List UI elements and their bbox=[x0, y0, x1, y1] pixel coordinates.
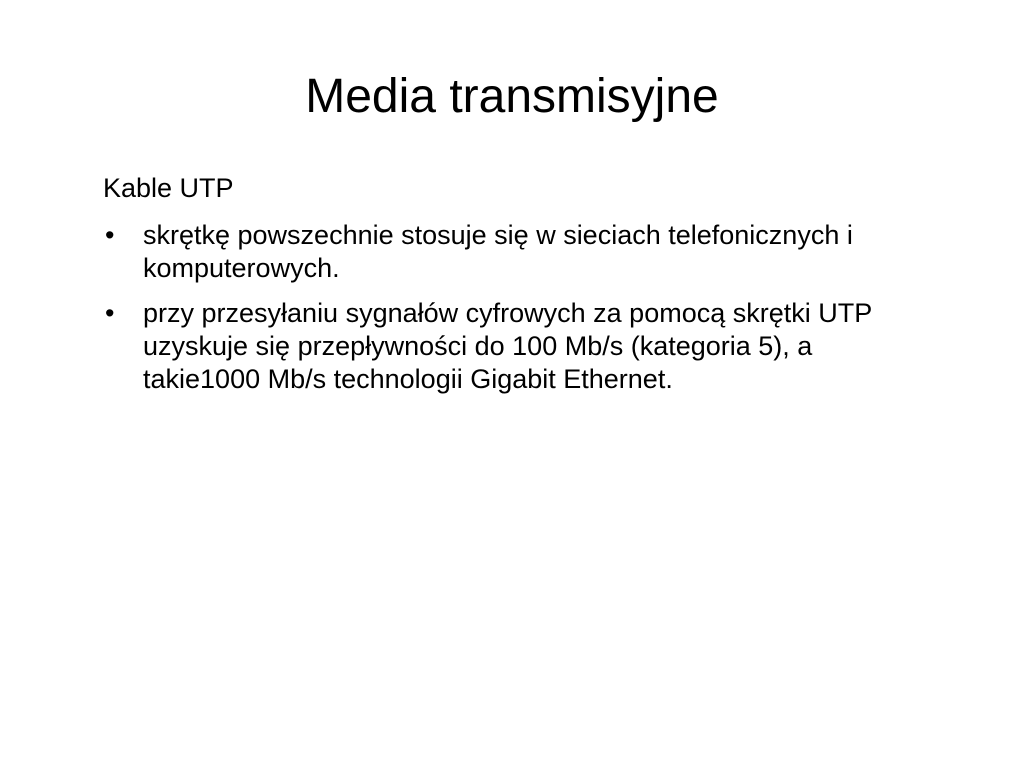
slide-body bbox=[103, 172, 933, 408]
bullet-item-2 bbox=[103, 297, 933, 396]
bullet-marker-icon: • bbox=[105, 298, 115, 328]
slide-title: Media transmisyjne bbox=[305, 70, 719, 123]
bullet-text-2: przy przesyłaniu sygnałów cyfrowych za pomocą skrętki UTP uzyskuje się przepływności do 100 Mb/s (kategoria 5), a takie1000 Mb/s technologii Gigabit Ethernet. bbox=[143, 298, 872, 394]
bullet-marker-icon: • bbox=[105, 220, 115, 250]
section-heading: Kable UTP bbox=[103, 173, 234, 203]
bullet-list bbox=[103, 219, 933, 396]
bullet-item-1 bbox=[103, 219, 933, 285]
bullet-text-1: skrętkę powszechnie stosuje się w sieciach telefonicznych i komputerowych. bbox=[143, 220, 853, 283]
